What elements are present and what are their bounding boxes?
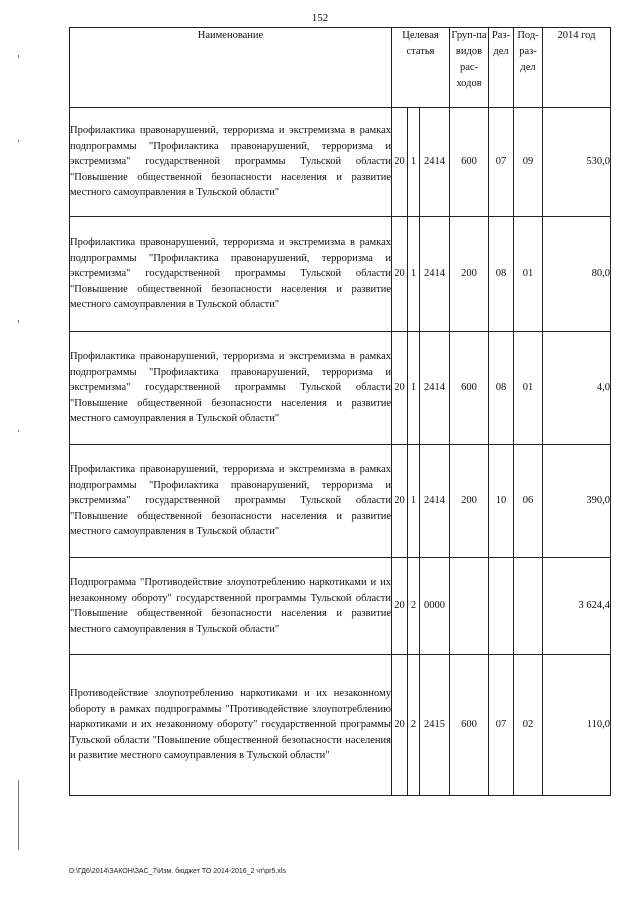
table-row: [70, 558, 611, 655]
row-amount: 4,0: [543, 332, 611, 445]
page-number: 152: [311, 12, 329, 24]
header-year: 2014 год: [543, 28, 611, 108]
row-subsection: 02: [514, 655, 543, 796]
row-subsection: 09: [514, 108, 543, 217]
row-amount: 110,0: [543, 655, 611, 796]
row-subsection: 01: [514, 332, 543, 445]
row-amount: 3 624,4: [543, 558, 611, 655]
header-name: Наименование: [70, 28, 392, 108]
row-section: 08: [489, 217, 514, 332]
row-amount: 530,0: [543, 108, 611, 217]
margin-mark: [18, 55, 19, 58]
row-article-part1: 20: [392, 332, 408, 445]
table-row: [70, 108, 611, 217]
row-section: 07: [489, 655, 514, 796]
row-article-part2: 1: [408, 108, 420, 217]
header-target-article: Целевая статья: [392, 28, 450, 108]
row-article-part3: 0000: [420, 558, 450, 655]
row-subsection: [514, 558, 543, 655]
row-expense-group: 600: [450, 108, 489, 217]
budget-table: [69, 27, 611, 796]
row-article-part3: 2414: [420, 332, 450, 445]
row-expense-group: [450, 558, 489, 655]
row-article-part2: 2: [408, 558, 420, 655]
margin-mark: [18, 430, 19, 432]
row-name: Профилактика правонарушений, терроризма и экстремизма в рамках подпрограммы "Профилактика правонарушений, терроризма и экстремизма" государственной программы Тульской области "Повышение общественной безопасности населения и развитие местного самоуправления в Тульской области": [70, 217, 392, 332]
row-article-part2: 1: [408, 217, 420, 332]
row-article-part1: 20: [392, 108, 408, 217]
row-name: Профилактика правонарушений, терроризма и экстремизма в рамках подпрограммы "Профилактика правонарушений, терроризма и экстремизма" государственной программы Тульской области "Повышение общественной безопасности населения и развитие местного самоуправления в Тульской области": [70, 332, 392, 445]
row-name: Профилактика правонарушений, терроризма и экстремизма в рамках подпрограммы "Профилактика правонарушений, терроризма и экстремизма" государственной программы Тульской области "Повышение общественной безопасности населения и развитие местного самоуправления в Тульской области": [70, 108, 392, 217]
row-article-part1: 20: [392, 558, 408, 655]
row-article-part3: 2414: [420, 217, 450, 332]
file-path-footer: D:\ГД6\2014\ЗАКОН\ЗАС_7\Изм. бюджет ТО 2014-2016_2 чт\pr5.xls: [69, 868, 286, 875]
table-row: [70, 217, 611, 332]
row-amount: 80,0: [543, 217, 611, 332]
table-row: [70, 655, 611, 796]
table-row: [70, 445, 611, 558]
row-subsection: 06: [514, 445, 543, 558]
row-section: 08: [489, 332, 514, 445]
margin-mark: [18, 140, 19, 142]
row-name: Противодействие злоупотреблению наркотиками и их незаконному обороту в рамках подпрограммы "Противодействие злоупотреблению наркотиками и их незаконному обороту" государственной программы Тульской области "Повышение общественной безопасности населения и развитие местного самоуправления в Тульской области": [70, 655, 392, 796]
row-subsection: 01: [514, 217, 543, 332]
header-subsection: Под-раз-дел: [514, 28, 543, 108]
margin-mark: [18, 320, 19, 323]
row-expense-group: 600: [450, 332, 489, 445]
row-article-part2: 2: [408, 655, 420, 796]
header-expense-group: Груп-па видов рас-ходов: [450, 28, 489, 108]
row-article-part3: 2414: [420, 108, 450, 217]
row-article-part1: 20: [392, 655, 408, 796]
row-article-part3: 2415: [420, 655, 450, 796]
margin-mark: [18, 780, 19, 850]
row-article-part2: 1: [408, 332, 420, 445]
row-amount: 390,0: [543, 445, 611, 558]
row-article-part1: 20: [392, 217, 408, 332]
table-row: [70, 332, 611, 445]
row-section: 07: [489, 108, 514, 217]
row-section: [489, 558, 514, 655]
row-section: 10: [489, 445, 514, 558]
row-article-part1: 20: [392, 445, 408, 558]
row-expense-group: 200: [450, 217, 489, 332]
row-name: Профилактика правонарушений, терроризма и экстремизма в рамках подпрограммы "Профилактика правонарушений, терроризма и экстремизма" государственной программы Тульской области "Повышение общественной безопасности населения и развитие местного самоуправления в Тульской области": [70, 445, 392, 558]
table-header-row: [70, 28, 611, 108]
row-article-part2: 1: [408, 445, 420, 558]
row-name: Подпрограмма "Противодействие злоупотреблению наркотиками и их незаконному обороту" государственной программы Тульской области "Повышение общественной безопасности населения и развитие местного самоуправления в Тульской области": [70, 558, 392, 655]
row-expense-group: 200: [450, 445, 489, 558]
header-section: Раз-дел: [489, 28, 514, 108]
row-article-part3: 2414: [420, 445, 450, 558]
row-expense-group: 600: [450, 655, 489, 796]
